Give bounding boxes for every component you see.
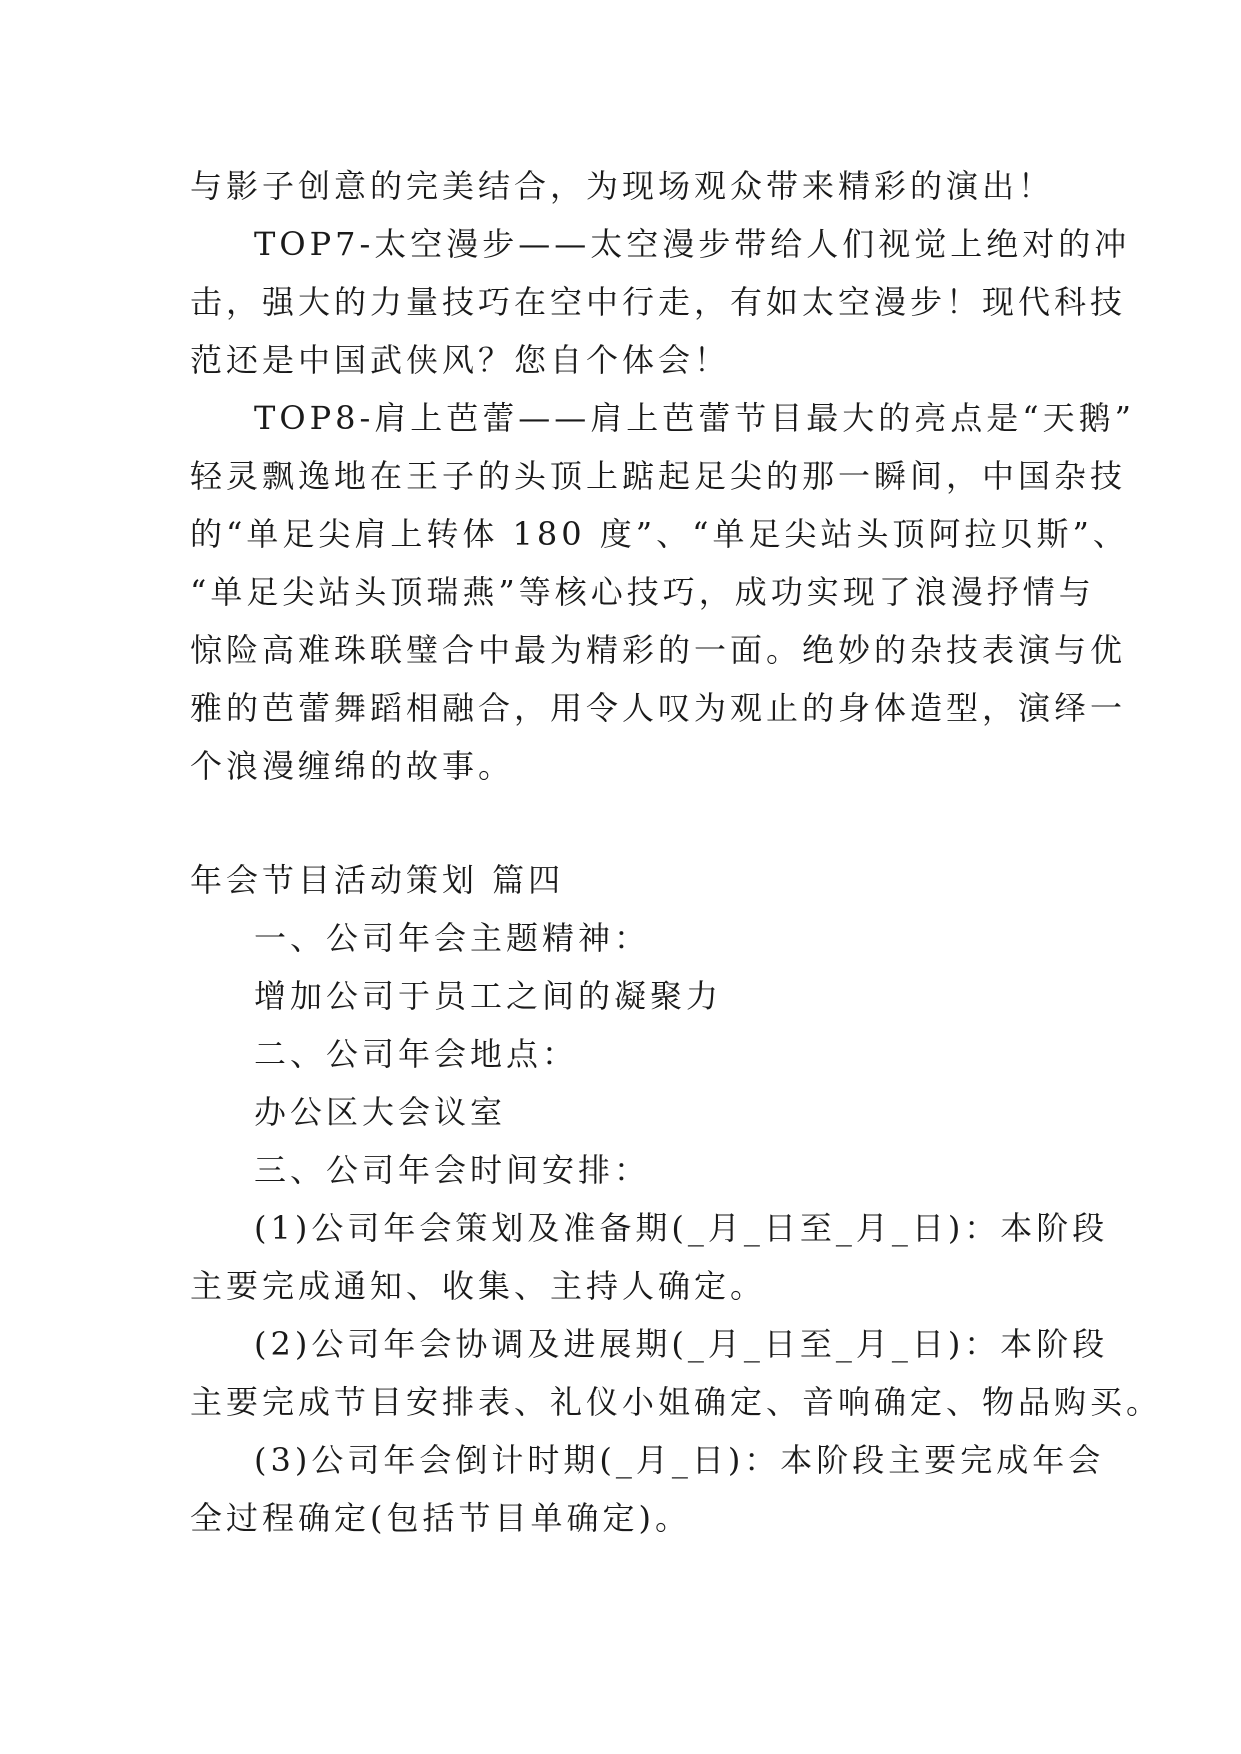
paragraph-line: TOP8-肩上芭蕾——肩上芭蕾节目最大的亮点是“天鹅” xyxy=(254,399,1136,437)
paragraph-line: 的“单足尖肩上转体 180 度”、“单足尖站头顶阿拉贝斯”、 xyxy=(190,515,1129,553)
section-heading: 年会节目活动策划 篇四 xyxy=(190,861,565,899)
paragraph-line: 击，强大的力量技巧在空中行走，有如太空漫步！现代科技 xyxy=(190,283,1127,321)
paragraph-line: 增加公司于员工之间的凝聚力 xyxy=(254,977,723,1015)
paragraph-line: 范还是中国武侠风？您自个体会！ xyxy=(190,341,731,379)
paragraph-line: 主要完成通知、收集、主持人确定。 xyxy=(190,1267,767,1305)
paragraph-line: (2)公司年会协调及进展期(_月_日至_月_日)：本阶段 xyxy=(254,1325,1109,1363)
paragraph-line: 全过程确定(包括节目单确定)。 xyxy=(190,1499,691,1537)
paragraph-line: (1)公司年会策划及准备期(_月_日至_月_日)：本阶段 xyxy=(254,1209,1109,1247)
paragraph-line: 三、公司年会时间安排： xyxy=(254,1151,651,1189)
paragraph-line: “单足尖站头顶瑞燕”等核心技巧，成功实现了浪漫抒情与 xyxy=(190,573,1095,611)
paragraph-line: (3)公司年会倒计时期(_月_日)：本阶段主要完成年会 xyxy=(254,1441,1105,1479)
paragraph-line: 办公区大会议室 xyxy=(254,1093,507,1131)
paragraph-line: 轻灵飘逸地在王子的头顶上踮起足尖的那一瞬间，中国杂技 xyxy=(190,457,1127,495)
paragraph-line: TOP7-太空漫步——太空漫步带给人们视觉上绝对的冲 xyxy=(254,225,1131,263)
paragraph-line: 主要完成节目安排表、礼仪小姐确定、音响确定、物品购买。 xyxy=(190,1383,1163,1421)
paragraph-line: 一、公司年会主题精神： xyxy=(254,919,651,957)
paragraph-line: 雅的芭蕾舞蹈相融合，用令人叹为观止的身体造型，演绎一 xyxy=(190,689,1127,727)
paragraph-line: 个浪漫缠绵的故事。 xyxy=(190,747,515,785)
paragraph-line: 二、公司年会地点： xyxy=(254,1035,579,1073)
paragraph-line: 惊险高难珠联璧合中最为精彩的一面。绝妙的杂技表演与优 xyxy=(190,631,1127,669)
paragraph-line: 与影子创意的完美结合，为现场观众带来精彩的演出！ xyxy=(190,167,1055,205)
